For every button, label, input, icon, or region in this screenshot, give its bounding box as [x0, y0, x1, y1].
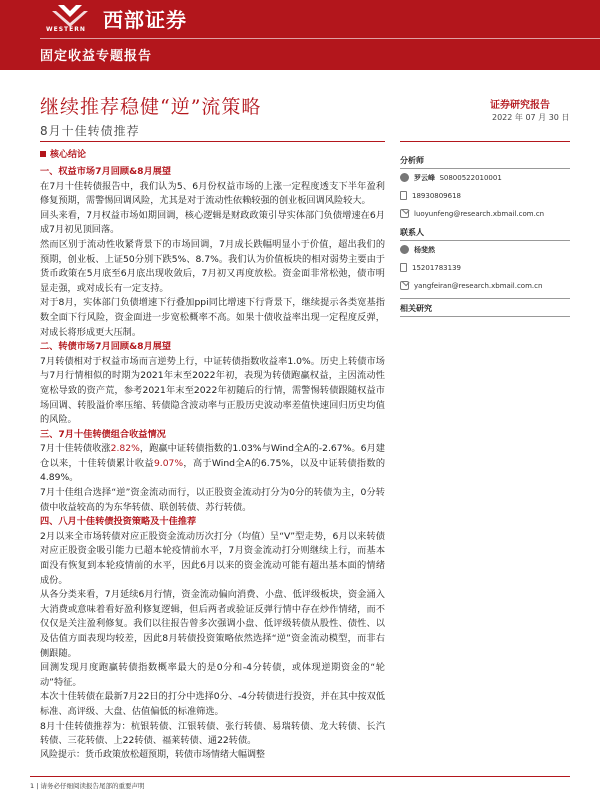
header-band — [0, 0, 600, 70]
report-type: 固定收益专题报告 — [40, 49, 153, 64]
section-heading: 三、7月十佳转债组合收益情况 — [40, 428, 166, 440]
contact-row — [400, 245, 435, 255]
body-paragraph: 本次十佳转债在最新7月22日的打分中选择0分、-4分转债进行投资，并在其中按双低标准、高评级、大盘、估值偏低的标准筛选。 — [40, 691, 385, 717]
report-date: 2022 年 07 月 30 日 — [492, 113, 570, 122]
body-paragraph: 2月以来全市场转债对应正股资金流动历次打分（均值）呈“V”型走势，6月以来转债对应正股资金吸引能力已超本轮疫情前水平，7月资金流动打分则继续上行，而基本面没有恢复到本轮疫情前的水平，因此6月以来的资金流动可能有超出基本面的情绪成份。 — [40, 530, 385, 586]
highlight-value: 2.82% — [110, 443, 140, 455]
body-paragraph: 回头来看，7月权益市场如期回调，核心逻辑是财政政策引导实体部门负债增速在6月成7月初见顶回落。 — [40, 209, 385, 236]
analyst-label: 分析师 — [400, 155, 424, 165]
highlight-value: 9.07% — [153, 457, 184, 469]
analyst-cert: S0800522010001 — [439, 174, 502, 182]
square-bullet-icon — [40, 151, 46, 157]
analyst-name: 罗云峰 — [414, 174, 435, 182]
phone-icon — [400, 263, 407, 272]
key-conclusion-label: 核心结论 — [50, 150, 87, 160]
mail-icon — [400, 281, 409, 290]
header-divider — [40, 38, 600, 39]
section-heading: 二、转债市场7月回顾&8月展望 — [40, 341, 172, 353]
brand-name: 西部证券 — [103, 8, 187, 32]
sidebar-rule — [400, 298, 570, 299]
body-paragraph: 8月十佳转债推荐为：杭银转债、江银转债、张行转债、易瑞转债、龙大转债、长汽转债、三花转债、上22转债、福莱转债、通22转债。 — [40, 720, 385, 747]
body-paragraph: 从各分类来看，7月延续6月行情，资金流动偏向消费、小盘、低评级板块，资金涌入大消费或意味着看好盈利修复逻辑，但后两者或验证反弹行情中存在炒作情绪，而不仅仅是关注盈利修复。我们以往报告曾多次强调小盘、低评级转债从股性、债性、以及估值方面表现均较差，因此8月转债投资策略依然选择“逆”资金流动模型，而非右侧跟随。 — [40, 589, 385, 659]
analyst-row — [400, 173, 502, 183]
contact-email-row — [400, 281, 542, 290]
text-run: ，高于Wind全A的6.75%，以及中证转债指数的4.89%。 — [40, 457, 386, 484]
doc-type-label: 证券研究报告 — [490, 100, 550, 111]
footer: 1 | 请务必仔细阅读报告尾部的重要声明 — [30, 782, 145, 790]
disclaimer-note: 请务必仔细阅读报告尾部的重要声明 — [40, 782, 145, 790]
analyst-email[interactable]: luoyunfeng@research.xbmail.com.cn — [414, 210, 545, 218]
brand-en: WESTERN — [46, 26, 86, 33]
person-icon — [400, 245, 409, 254]
body-paragraph: 然而区别于流动性收紧背景下的市场回调，7月成长跌幅明显小于价值，超出我们的预期，创业板、上证50分别下跌5%、8.7%。我们认为价值板块的相对弱势主要由于货币政策在5月底至6月底出现收敛后，7月初又再度放松。资金面非常松弛，债市明显走强，或对成长有一定支持。 — [40, 238, 385, 294]
section-heading: 一、权益市场7月回顾&8月展望 — [40, 166, 172, 177]
contact-name: 杨斐然 — [414, 246, 435, 254]
contact-phone: 15201783139 — [412, 264, 461, 272]
contact-label: 联系人 — [400, 227, 424, 237]
analyst-email-row — [400, 209, 544, 218]
sidebar-rule — [400, 240, 570, 241]
body-paragraph: 在7月十佳转债报告中，我们认为5、6月份权益市场的上涨一定程度透支下半年盈利修复预期，需警惕回调风险，尤其是对于流动性依赖较强的创业板回调风险较大。 — [40, 180, 385, 207]
body-paragraph: 7月十佳组合选择“逆”资金流动而行，以正股资金流动打分为0分的转债为主，0分转债中收益较高的为东华转债、联创转债、苏行转债。 — [40, 487, 385, 513]
mail-icon — [400, 209, 409, 218]
contact-phone-row — [400, 263, 461, 272]
page-title: 继续推荐稳健“逆”流策略 — [40, 96, 262, 118]
body-paragraph — [40, 442, 385, 486]
title-rule-left — [40, 141, 385, 142]
body-paragraph: 回测发现月度跑赢转债指数概率最大的是0分和-4分转债，或体现逆期资金的“轮动”特征。 — [40, 662, 385, 688]
sidebar — [400, 155, 570, 375]
key-conclusion-heading — [40, 147, 86, 160]
main-body — [40, 165, 385, 749]
page-number: 1 — [30, 782, 35, 790]
related-research-label: 相关研究 — [400, 303, 432, 313]
person-icon — [400, 173, 409, 182]
body-paragraph: 7月转债相对于权益市场而言逆势上行，中证转债指数收益率1.0%。历史上转债市场与7月行情相似的时期为2021年末至2022年初，表现为转债跑赢权益，主因流动性宽松导致的资产荒，参考2021年末至2022年初随后的行情，需警惕转债跟随权益市场回调、转股溢价率压缩、转债隐含波动率与正股历史波动率差值快速回归历史均值的风险。 — [40, 355, 385, 426]
body-paragraph: 对于8月，实体部门负债增速下行叠加ppi同比增速下行背景下，继续提示各类宽基指数全面下行风险，资金面进一步宽松概率不高。如果十债收益率出现一定程度反弹，对成长将形成更大压制。 — [40, 297, 385, 338]
text-run: ，跑赢中证转债指数的1.03%与Wind全A的-2.67%。6月建仓以来，十佳转债累计收益 — [40, 443, 385, 469]
analyst-phone: 18930809618 — [412, 192, 461, 200]
section-heading: 四、八月十佳转债投资策略及十佳推荐 — [40, 516, 197, 528]
text-run: 7月十佳转债收涨 — [40, 443, 111, 455]
sidebar-rule — [400, 316, 570, 317]
analyst-phone-row — [400, 191, 461, 200]
title-rule-right — [400, 141, 570, 142]
page-subtitle: 8月十佳转债推荐 — [40, 124, 140, 138]
phone-icon — [400, 191, 407, 200]
footer-rule — [30, 776, 570, 777]
risk-warning: 风险提示：货币政策放松超预期，转债市场情绪大幅调整 — [40, 750, 266, 760]
sidebar-rule — [400, 168, 570, 169]
contact-email[interactable]: yangfeiran@research.xbmail.com.cn — [414, 282, 543, 290]
